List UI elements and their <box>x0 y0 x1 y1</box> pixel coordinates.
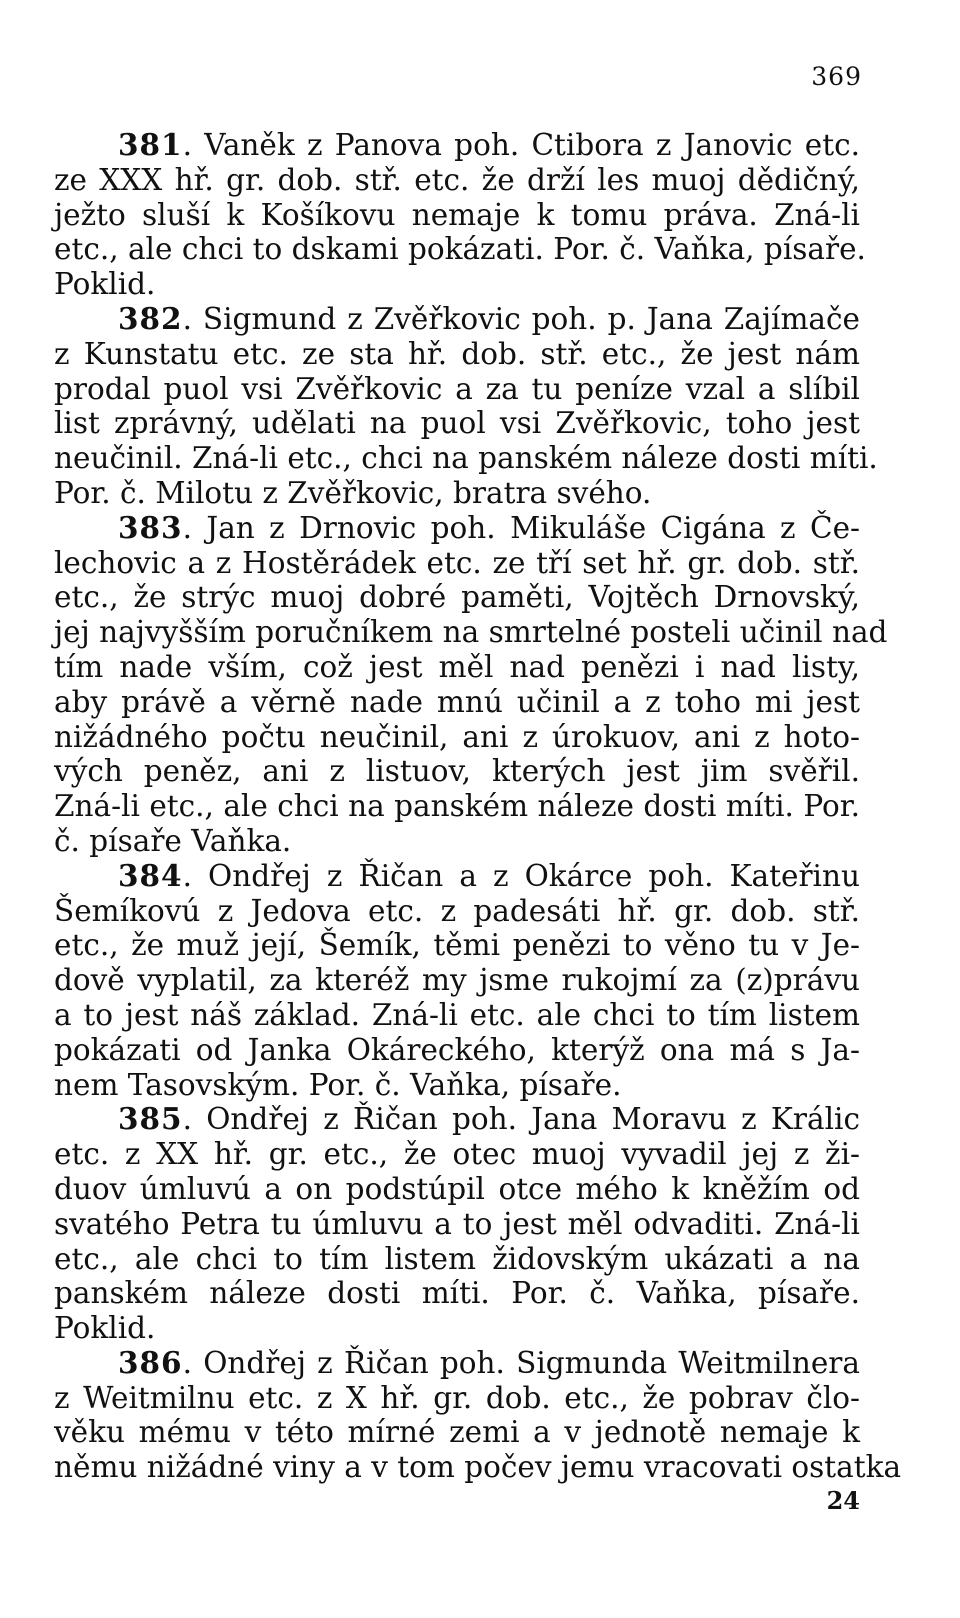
entry-383 <box>54 509 888 859</box>
text-line: Zná-li etc., ale chci na panském náleze dosti míti. Por. <box>54 789 860 824</box>
entry-382 <box>54 300 878 511</box>
entry-text: . Jan z Drnovic poh. Mikuláše Cigána z Če- <box>182 510 860 545</box>
entry-text: . Ondřej z Řičan a z Okárce poh. Kateřinu <box>182 858 860 893</box>
entry-number: 384 <box>118 857 183 893</box>
text-line: ze XXX hř. gr. dob. stř. etc. že drží les muoj dědičný, <box>54 162 860 197</box>
text-line: Poklid. <box>54 1311 156 1346</box>
text-line: etc. z XX hř. gr. etc., že otec muoj vyvadil jej z ži- <box>54 1137 860 1172</box>
text-line: Poklid. <box>54 267 156 302</box>
text-line <box>54 859 860 894</box>
entry-number: 382 <box>118 300 183 336</box>
text-line: ježto sluší k Košíkovu nemaje k tomu práva. Zná-li <box>54 197 860 232</box>
text-line <box>54 302 860 337</box>
text-line: Por. č. Milotu z Zvěřkovic, bratra svého. <box>54 475 652 510</box>
text-line <box>54 128 860 163</box>
text-line: list zprávný, udělati na puol vsi Zvěřkovic, toho jest <box>54 406 860 441</box>
text-line: nižádného počtu neučinil, ani z úrokuov, ani z hoto- <box>54 719 860 754</box>
entry-386 <box>54 1344 902 1485</box>
text-line: č. písaře Vaňka. <box>54 823 292 858</box>
entry-number: 386 <box>118 1344 183 1380</box>
text-body <box>54 127 902 1485</box>
text-line: neučinil. Zná-li etc., chci na panském náleze dosti míti. <box>54 441 878 476</box>
entry-text: . Sigmund z Zvěřkovic poh. p. Jana Zajímače <box>182 301 860 336</box>
text-line: z Kunstatu etc. ze sta hř. dob. stř. etc., že jest nám <box>54 336 860 371</box>
entry-number: 383 <box>118 509 183 545</box>
signature-mark: 24 <box>826 1486 860 1515</box>
text-line: vých peněz, ani z listuov, kterých jest jim svěřil. <box>54 754 860 789</box>
entry-384 <box>54 859 860 1103</box>
text-line: etc., ale chci to dskami pokázati. Por. č. Vaňka, písaře. <box>54 232 866 267</box>
text-line: duov úmluvú a on podstúpil otce mého k kněžím od <box>54 1171 860 1206</box>
text-line: z Weitmilnu etc. z X hř. gr. dob. etc., že pobrav člo- <box>54 1380 860 1415</box>
text-line: svatého Petra tu úmluvu a to jest měl odvaditi. Zná-li <box>54 1206 860 1241</box>
entry-381 <box>54 127 866 302</box>
text-line: panském náleze dosti míti. Por. č. Vaňka, písaře. <box>54 1276 860 1311</box>
text-line: Šemíkovú z Jedova etc. z padesáti hř. gr. dob. stř. <box>54 893 860 928</box>
text-line: etc., ale chci to tím listem židovským ukázati a na <box>54 1241 860 1276</box>
text-line: aby právě a věrně nade mnú učinil a z toho mi jest <box>54 684 860 719</box>
entry-text: . Ondřej z Řičan poh. Jana Moravu z Králic <box>182 1102 860 1137</box>
text-line: věku mému v této mírné zemi a v jednotě nemaje k <box>54 1415 860 1450</box>
text-line: a to jest náš základ. Zná-li etc. ale chci to tím listem <box>54 997 860 1032</box>
text-line <box>54 511 860 546</box>
text-line: dově vyplatil, za kteréž my jsme rukojmí za (z)právu <box>54 963 860 998</box>
entry-number: 381 <box>118 127 183 162</box>
entry-text: . Vaněk z Panova poh. Ctibora z Janovic etc. <box>182 128 860 162</box>
text-line: lechovic a z Hostěrádek etc. ze tří set hř. gr. dob. stř. <box>54 545 860 580</box>
text-line: etc., že muž její, Šemík, těmi penězi to věno tu v Je- <box>54 928 860 963</box>
text-line: němu nižádné viny a v tom počev jemu vracovati ostatka <box>54 1450 902 1485</box>
text-line: nem Tasovským. Por. č. Vaňka, písaře. <box>54 1067 622 1102</box>
text-line: tím nade vším, což jest měl nad penězi i nad listy, <box>54 649 860 684</box>
text-line <box>54 1346 860 1381</box>
text-line <box>54 1102 860 1137</box>
text-line: pokázati od Janka Okáreckého, kterýž ona má s Ja- <box>54 1032 860 1067</box>
entry-text: . Ondřej z Řičan poh. Sigmunda Weitmilnera <box>182 1345 860 1380</box>
text-line: etc., že strýc muoj dobré paměti, Vojtěch Drnovský, <box>54 580 860 615</box>
page-number: 369 <box>811 62 862 91</box>
entry-385 <box>54 1102 860 1346</box>
entry-number: 385 <box>118 1101 183 1137</box>
text-line: prodal puol vsi Zvěřkovic a za tu peníze vzal a slíbil <box>54 371 860 406</box>
text-line: jej najvyšším poručníkem na smrtelné posteli učinil nad <box>54 615 888 650</box>
